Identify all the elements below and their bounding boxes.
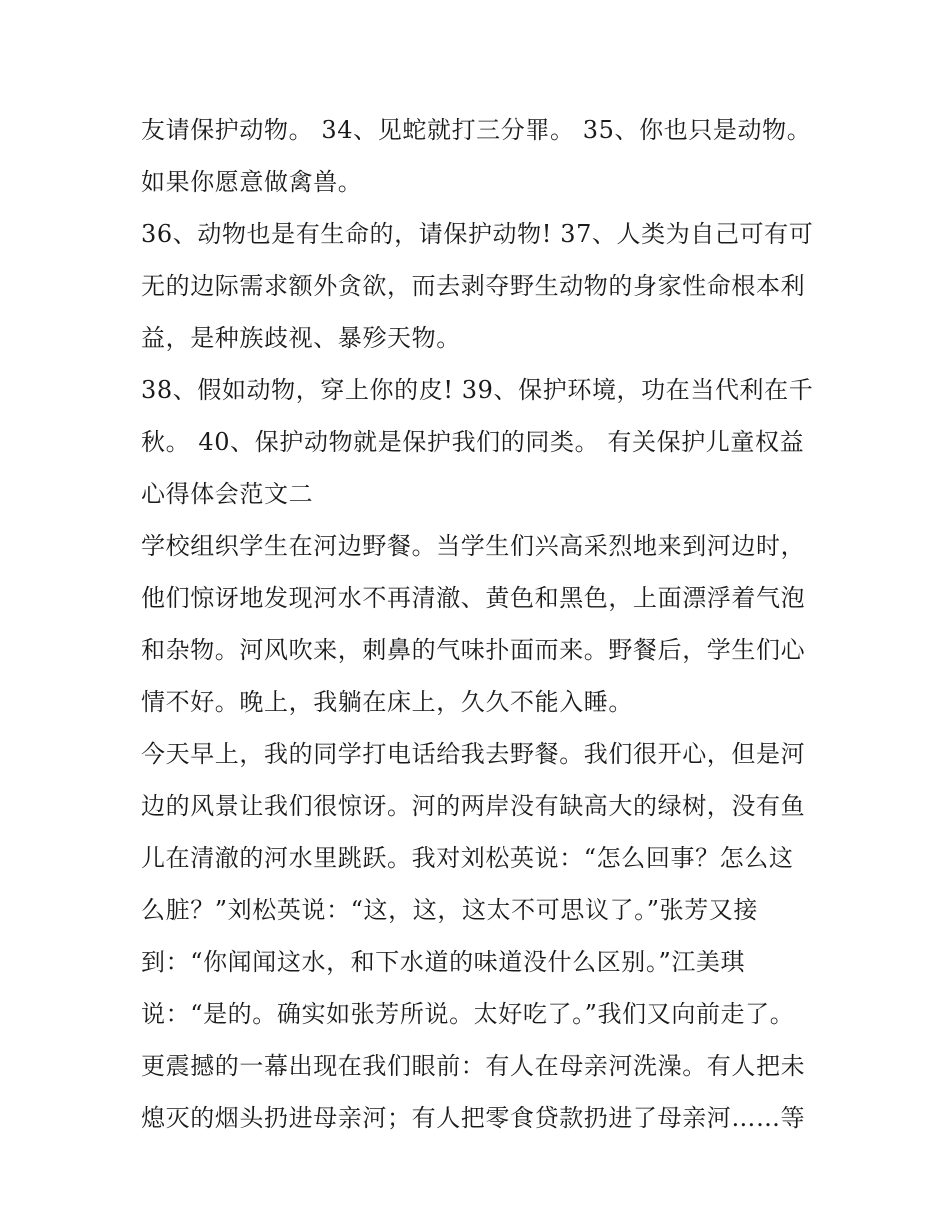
text-line: 他们惊讶地发现河水不再清澈、黄色和黑色，上面漂浮着气泡 (141, 584, 806, 612)
text-line: 熄灭的烟头扔进母亲河；有人把零食贷款扔进了母亲河……等 (141, 1104, 806, 1132)
text-line: 友请保护动物。 34、见蛇就打三分罪。 35、你也只是动物。 (141, 116, 812, 144)
text-line: 更震撼的一幕出现在我们眼前：有人在母亲河洗澡。有人把未 (141, 1052, 806, 1080)
text-line: 如果你愿意做禽兽。 (141, 168, 363, 196)
text-line: 38、假如动物，穿上你的皮! 39、保护环境，功在当代利在千 (141, 376, 814, 404)
text-line: 情不好。晚上，我躺在床上，久久不能入睡。 (141, 688, 633, 716)
document-body (141, 104, 821, 1144)
text-line: 学校组织学生在河边野餐。当学生们兴高采烈地来到河边时， (141, 532, 806, 560)
text-line: 今天早上，我的同学打电话给我去野餐。我们很开心，但是河 (141, 740, 806, 768)
text-line: 到：“你闻闻这水，和下水道的味道没什么区别。”江美琪 (141, 948, 746, 976)
text-line: 儿在清澈的河水里跳跃。我对刘松英说：“怎么回事？怎么这 (141, 844, 794, 872)
text-line: 益，是种族歧视、暴殄天物。 (141, 324, 461, 352)
text-line: 和杂物。河风吹来，刺鼻的气味扑面而来。野餐后，学生们心 (141, 636, 806, 664)
text-line: 么脏？”刘松英说：“这，这，这太不可思议了。”张芳又接 (141, 896, 759, 924)
section-heading: 心得体会范文二 (141, 480, 314, 508)
text-line: 秋。 40、保护动物就是保护我们的同类。 有关保护儿童权益 (141, 428, 805, 456)
text-line: 36、动物也是有生命的，请保护动物! 37、人类为自己可有可 (141, 220, 814, 248)
text-line: 说：“是的。确实如张芳所说。太好吃了。”我们又向前走了。 (141, 1000, 795, 1028)
text-line: 边的风景让我们很惊讶。河的两岸没有缺高大的绿树，没有鱼 (141, 792, 806, 820)
text-line: 无的边际需求额外贪欲，而去剥夺野生动物的身家性命根本利 (141, 272, 806, 300)
